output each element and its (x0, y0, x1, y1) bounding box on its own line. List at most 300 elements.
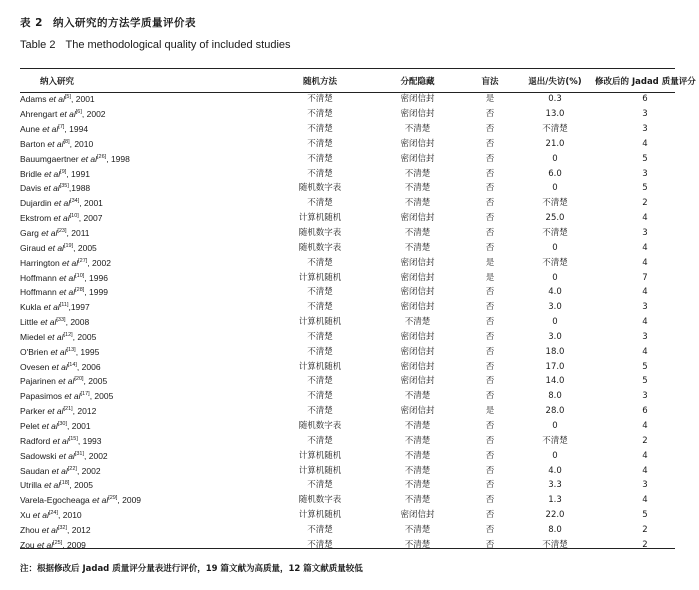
cell-allocation: 密闭信封 (400, 346, 435, 357)
cell-blinding: 否 (485, 287, 495, 298)
cell-randomization: 不清楚 (307, 331, 333, 342)
cell-allocation: 密闭信封 (400, 302, 435, 313)
cell-randomization: 计算机随机 (298, 465, 342, 476)
study-year: ,1997 (68, 302, 90, 313)
cell-score: 3 (642, 302, 648, 313)
study-author: O'Brien (20, 346, 49, 357)
study-reference: [18] (60, 480, 70, 487)
cell-randomization: 不清楚 (307, 94, 333, 105)
cell-allocation: 密闭信封 (400, 287, 435, 298)
study-author: Bauumgaertner (20, 153, 79, 164)
study-etal: et al (38, 228, 58, 239)
study-etal: et al (56, 287, 76, 298)
cell-study (20, 181, 270, 196)
cell-withdrawal: 3.3 (548, 480, 562, 491)
table-row (20, 522, 695, 537)
cell-score: 5 (642, 510, 648, 521)
table-row (20, 478, 695, 493)
cell-score: 4 (642, 138, 648, 149)
cell-blinding: 否 (485, 124, 495, 135)
table-label-en: Table 2 (20, 39, 56, 51)
cell-withdrawal: 0 (552, 317, 558, 328)
cell-score: 4 (642, 495, 648, 506)
cell-randomization: 计算机随机 (298, 213, 342, 224)
cell-score: 4 (642, 465, 648, 476)
cell-randomization: 不清楚 (307, 153, 333, 164)
study-etal: et al (57, 109, 76, 120)
study-year: , 2005 (72, 331, 97, 342)
cell-allocation: 密闭信封 (400, 361, 435, 372)
cell-randomization: 不清楚 (307, 435, 333, 446)
study-author: Radford (20, 435, 51, 446)
cell-withdrawal: 0 (552, 183, 558, 194)
study-year: ,1988 (68, 183, 91, 194)
study-reference: [10] (75, 272, 85, 279)
cell-withdrawal: 不清楚 (542, 435, 568, 446)
cell-allocation: 密闭信封 (400, 213, 435, 224)
cell-randomization: 随机数字表 (298, 242, 342, 253)
cell-study (20, 344, 270, 359)
study-year: , 2005 (73, 242, 97, 253)
cell-blinding: 否 (485, 228, 495, 239)
cell-randomization: 不清楚 (307, 138, 333, 149)
cell-withdrawal: 28.0 (545, 406, 565, 417)
study-reference: [14] (67, 361, 77, 368)
cell-allocation: 不清楚 (404, 480, 431, 491)
table-caption-cn (20, 15, 206, 30)
cell-withdrawal: 17.0 (545, 361, 565, 372)
cell-withdrawal: 21.0 (545, 138, 565, 149)
cell-score: 4 (642, 257, 648, 268)
study-reference: [10] (69, 213, 79, 220)
cell-score: 4 (642, 450, 648, 461)
table-title-en: The methodological quality of included studies (65, 39, 291, 51)
cell-allocation: 不清楚 (404, 242, 431, 253)
cell-withdrawal: 3.0 (548, 331, 562, 342)
table-row (20, 330, 695, 345)
cell-allocation: 不清楚 (404, 317, 431, 328)
cell-randomization: 随机数字表 (298, 228, 342, 239)
study-author: Ekstrom (20, 213, 52, 224)
cell-score: 5 (642, 153, 648, 164)
cell-randomization: 不清楚 (307, 406, 333, 417)
cell-randomization: 不清楚 (307, 287, 333, 298)
study-reference: [25] (53, 539, 63, 546)
cell-score: 3 (642, 480, 648, 491)
study-reference: [31] (74, 450, 85, 457)
cell-blinding: 否 (485, 465, 495, 476)
table-row (20, 166, 695, 181)
cell-withdrawal: 18.0 (545, 346, 565, 357)
cell-randomization: 不清楚 (307, 257, 333, 268)
cell-allocation: 密闭信封 (400, 331, 435, 342)
cell-withdrawal: 0 (552, 272, 558, 283)
study-year: , 2010 (69, 138, 94, 149)
cell-blinding: 否 (485, 480, 495, 491)
cell-blinding: 否 (485, 109, 495, 120)
study-etal: et al (89, 495, 109, 506)
cell-study (20, 255, 270, 270)
cell-randomization: 不清楚 (307, 376, 333, 387)
cell-blinding: 是 (485, 406, 495, 417)
table-label-cn: 表 2 (20, 17, 43, 29)
cell-study (20, 537, 270, 552)
cell-blinding: 否 (485, 391, 495, 402)
cell-allocation: 不清楚 (404, 228, 431, 239)
cell-withdrawal: 0.3 (548, 94, 562, 105)
study-etal: et al (39, 524, 58, 535)
cell-randomization: 不清楚 (307, 124, 333, 135)
cell-withdrawal: 不清楚 (542, 228, 568, 239)
cell-withdrawal: 13.0 (545, 109, 565, 120)
study-etal: et al (45, 331, 64, 342)
cell-allocation: 不清楚 (404, 124, 431, 135)
cell-allocation: 密闭信封 (400, 153, 435, 164)
cell-randomization: 随机数字表 (298, 183, 342, 194)
cell-study (20, 122, 270, 137)
study-reference: [22] (67, 465, 77, 472)
study-author: Bridle (20, 168, 42, 179)
cell-study (20, 478, 270, 493)
cell-allocation: 密闭信封 (400, 94, 435, 105)
study-year: , 2002 (87, 257, 111, 268)
study-author: Pajarinen (20, 376, 56, 387)
cell-randomization: 不清楚 (307, 346, 333, 357)
cell-blinding: 否 (485, 361, 495, 372)
study-reference: [6] (75, 109, 82, 116)
cell-blinding: 是 (485, 272, 495, 283)
study-reference: [29] (108, 495, 118, 502)
study-reference: [20] (74, 376, 84, 383)
cell-withdrawal: 不清楚 (542, 198, 568, 209)
cell-withdrawal: 25.0 (545, 213, 565, 224)
study-year: , 2002 (84, 450, 108, 461)
cell-study (20, 448, 270, 463)
cell-study (20, 270, 270, 285)
cell-allocation: 不清楚 (404, 539, 431, 550)
study-reference: [26] (97, 153, 107, 160)
cell-withdrawal: 8.0 (548, 524, 562, 535)
table-row (20, 463, 695, 478)
cell-withdrawal: 0 (552, 420, 558, 431)
study-author: Barton (20, 138, 46, 149)
cell-score: 5 (642, 361, 648, 372)
study-year: , 2001 (67, 420, 91, 431)
study-author: Ovesen (20, 361, 50, 372)
study-etal: et al (45, 138, 64, 149)
table-body (20, 92, 695, 552)
study-reference: [9] (60, 168, 67, 175)
cell-study (20, 285, 270, 300)
study-etal: et al (45, 242, 64, 253)
cell-withdrawal: 1.3 (548, 495, 562, 506)
cell-blinding: 是 (485, 257, 495, 268)
cell-study (20, 166, 270, 181)
study-reference: [12] (63, 332, 73, 339)
study-year: , 1998 (106, 153, 130, 164)
study-etal: et al (41, 168, 61, 179)
study-year: , 2012 (67, 524, 91, 535)
cell-blinding: 否 (485, 183, 495, 194)
cell-allocation: 不清楚 (404, 524, 431, 535)
study-year: , 2006 (76, 361, 101, 372)
study-author: Adams (20, 94, 47, 105)
cell-study (20, 315, 270, 330)
cell-allocation: 密闭信封 (400, 138, 435, 149)
cell-score: 6 (642, 94, 648, 105)
study-reference: [28] (75, 287, 85, 294)
table-row (20, 137, 695, 152)
study-etal: et al (48, 346, 67, 357)
study-author: Papasimos (20, 391, 63, 402)
study-year: , 2009 (62, 539, 86, 550)
cell-score: 4 (642, 346, 648, 357)
table-row (20, 344, 695, 359)
study-etal: et al (56, 272, 76, 283)
study-author: Dujardin (20, 198, 52, 209)
cell-randomization: 计算机随机 (298, 317, 342, 328)
cell-allocation: 不清楚 (404, 420, 431, 431)
table-row (20, 508, 695, 523)
cell-study (20, 463, 270, 478)
cell-blinding: 否 (485, 138, 495, 149)
study-reference: [33] (56, 317, 66, 324)
cell-withdrawal: 0 (552, 242, 558, 253)
cell-study (20, 330, 270, 345)
study-year: , 2002 (81, 109, 106, 120)
cell-score: 4 (642, 287, 648, 298)
cell-randomization: 计算机随机 (298, 272, 342, 283)
study-reference: [17] (80, 391, 90, 398)
cell-study (20, 137, 270, 152)
cell-score: 4 (642, 317, 648, 328)
table-caption-en (20, 39, 301, 51)
cell-score: 5 (642, 376, 648, 387)
study-reference: [21] (63, 406, 73, 413)
study-etal: et al (59, 257, 79, 268)
cell-randomization: 不清楚 (307, 391, 333, 402)
study-year: , 2001 (79, 198, 103, 209)
study-author: Kukla (20, 302, 42, 313)
cell-allocation: 不清楚 (404, 435, 431, 446)
study-etal: et al (41, 480, 61, 491)
cell-blinding: 否 (485, 317, 495, 328)
study-etal: et al (49, 361, 68, 372)
study-etal: et al (45, 406, 64, 417)
cell-withdrawal: 4.0 (548, 287, 562, 298)
cell-score: 5 (642, 183, 648, 194)
cell-randomization: 不清楚 (307, 524, 333, 535)
study-etal: et al (46, 94, 65, 105)
table-row (20, 389, 695, 404)
cell-withdrawal: 3.0 (548, 302, 562, 313)
cell-blinding: 否 (485, 331, 495, 342)
cell-blinding: 否 (485, 302, 495, 313)
study-reference: [11] (59, 302, 69, 309)
cell-study (20, 226, 270, 241)
cell-score: 2 (642, 524, 648, 535)
cell-score: 3 (642, 331, 648, 342)
table-row (20, 211, 695, 226)
study-reference: [5] (64, 94, 72, 101)
table-row (20, 419, 695, 434)
cell-study (20, 508, 270, 523)
cell-blinding: 否 (485, 420, 495, 431)
study-reference: [34] (70, 198, 80, 205)
study-author: Utrilla (20, 480, 42, 491)
study-author: Giraud (20, 242, 46, 253)
table-row (20, 107, 695, 122)
cell-randomization: 不清楚 (307, 302, 333, 313)
cell-blinding: 是 (485, 94, 495, 105)
cell-blinding: 否 (485, 495, 495, 506)
study-etal: et al (62, 391, 81, 402)
table-footnote: 注：根据修改后 Jadad 质量评分量表进行评价，19 篇文献为高质量，12 篇文献质量较低 (20, 564, 363, 574)
cell-withdrawal: 8.0 (548, 391, 562, 402)
study-author: Hoffmann (20, 272, 57, 283)
table-row (20, 404, 695, 419)
cell-withdrawal: 0 (552, 153, 558, 164)
table-row (20, 196, 695, 211)
study-year: , 2012 (72, 406, 97, 417)
table-row (20, 122, 695, 137)
table-row (20, 181, 695, 196)
cell-study (20, 300, 270, 315)
cell-allocation: 密闭信封 (400, 272, 435, 283)
study-author: Varela-Egocheaga (20, 495, 90, 506)
study-year: , 1999 (84, 287, 108, 298)
cell-study (20, 522, 270, 537)
table-row (20, 448, 695, 463)
study-reference: [13] (66, 346, 76, 353)
cell-withdrawal: 不清楚 (542, 539, 568, 550)
study-reference: [30] (57, 421, 67, 428)
cell-blinding: 否 (485, 198, 495, 209)
cell-score: 6 (642, 406, 648, 417)
cell-score: 2 (642, 435, 648, 446)
cell-blinding: 否 (485, 524, 495, 535)
cell-allocation: 密闭信封 (400, 406, 435, 417)
cell-study (20, 240, 270, 255)
cell-study (20, 211, 270, 226)
cell-score: 2 (642, 198, 648, 209)
cell-randomization: 计算机随机 (298, 450, 342, 461)
header-score: 修改后的 Jadad 质量评分 (595, 76, 696, 87)
cell-score: 7 (642, 272, 648, 283)
cell-withdrawal: 不清楚 (542, 124, 568, 135)
table-title-cn: 纳入研究的方法学质量评价表 (52, 17, 196, 29)
cell-score: 3 (642, 109, 648, 120)
cell-allocation: 不清楚 (404, 495, 431, 506)
study-etal: et al (49, 465, 68, 476)
cell-score: 3 (642, 168, 648, 179)
table-header-row (20, 69, 695, 92)
study-etal: et al (37, 317, 57, 328)
study-etal: et al (51, 198, 71, 209)
study-reference: [27] (78, 257, 88, 264)
cell-allocation: 不清楚 (404, 391, 431, 402)
study-author: Garg (20, 228, 39, 239)
cell-withdrawal: 14.0 (545, 376, 565, 387)
cell-withdrawal: 0 (552, 450, 558, 461)
study-author: Zhou (20, 524, 40, 535)
study-year: , 2005 (89, 391, 114, 402)
cell-randomization: 不清楚 (307, 539, 333, 550)
table-row (20, 240, 695, 255)
cell-study (20, 404, 270, 419)
study-reference: [32] (57, 525, 67, 532)
cell-score: 4 (642, 213, 648, 224)
study-author: Little (20, 317, 38, 328)
cell-allocation: 不清楚 (404, 465, 431, 476)
study-year: , 2005 (69, 480, 93, 491)
study-year: , 1993 (77, 435, 102, 446)
study-reference: [24] (48, 510, 59, 517)
cell-allocation: 密闭信封 (400, 257, 435, 268)
cell-randomization: 不清楚 (307, 198, 333, 209)
study-year: , 1991 (66, 168, 90, 179)
cell-study (20, 196, 270, 211)
study-etal: et al (56, 450, 75, 461)
study-author: Harrington (20, 257, 60, 268)
cell-withdrawal: 22.0 (545, 510, 565, 521)
cell-blinding: 否 (485, 213, 495, 224)
study-year: , 1995 (75, 346, 100, 357)
cell-score: 3 (642, 391, 648, 402)
table-row (20, 92, 695, 107)
table-row (20, 537, 695, 552)
cell-randomization: 计算机随机 (298, 510, 342, 521)
study-author: Saudan (20, 465, 50, 476)
study-year: , 2011 (66, 228, 90, 239)
study-reference: [8] (63, 139, 70, 146)
cell-randomization: 不清楚 (307, 168, 333, 179)
table-row (20, 433, 695, 448)
cell-blinding: 否 (485, 242, 495, 253)
study-author: Davis (20, 183, 42, 194)
cell-study (20, 374, 270, 389)
header-allocation: 分配隐藏 (400, 76, 435, 87)
cell-score: 4 (642, 420, 648, 431)
study-etal: et al (34, 539, 54, 550)
table-row (20, 255, 695, 270)
cell-allocation: 密闭信封 (400, 510, 435, 521)
quality-table (20, 69, 695, 552)
study-reference: [23] (57, 228, 67, 235)
cell-blinding: 否 (485, 539, 495, 550)
study-etal: et al (55, 376, 75, 387)
header-blinding: 盲法 (481, 76, 499, 87)
table-row (20, 359, 695, 374)
study-etal: et al (41, 183, 60, 194)
cell-study (20, 359, 270, 374)
cell-score: 3 (642, 228, 648, 239)
study-reference: [15] (68, 436, 78, 442)
cell-score: 4 (642, 242, 648, 253)
study-reference: [35] (59, 183, 69, 190)
study-etal: et al (39, 420, 58, 431)
cell-withdrawal: 4.0 (548, 465, 562, 476)
study-year: , 2002 (76, 465, 101, 476)
study-etal: et al (30, 510, 49, 521)
table-row (20, 151, 695, 166)
study-etal: et al (78, 153, 98, 164)
study-author: Aune (20, 124, 40, 135)
table-row (20, 300, 695, 315)
study-reference: [19] (63, 243, 74, 250)
study-author: Sadowski (20, 450, 57, 461)
cell-study (20, 107, 270, 122)
